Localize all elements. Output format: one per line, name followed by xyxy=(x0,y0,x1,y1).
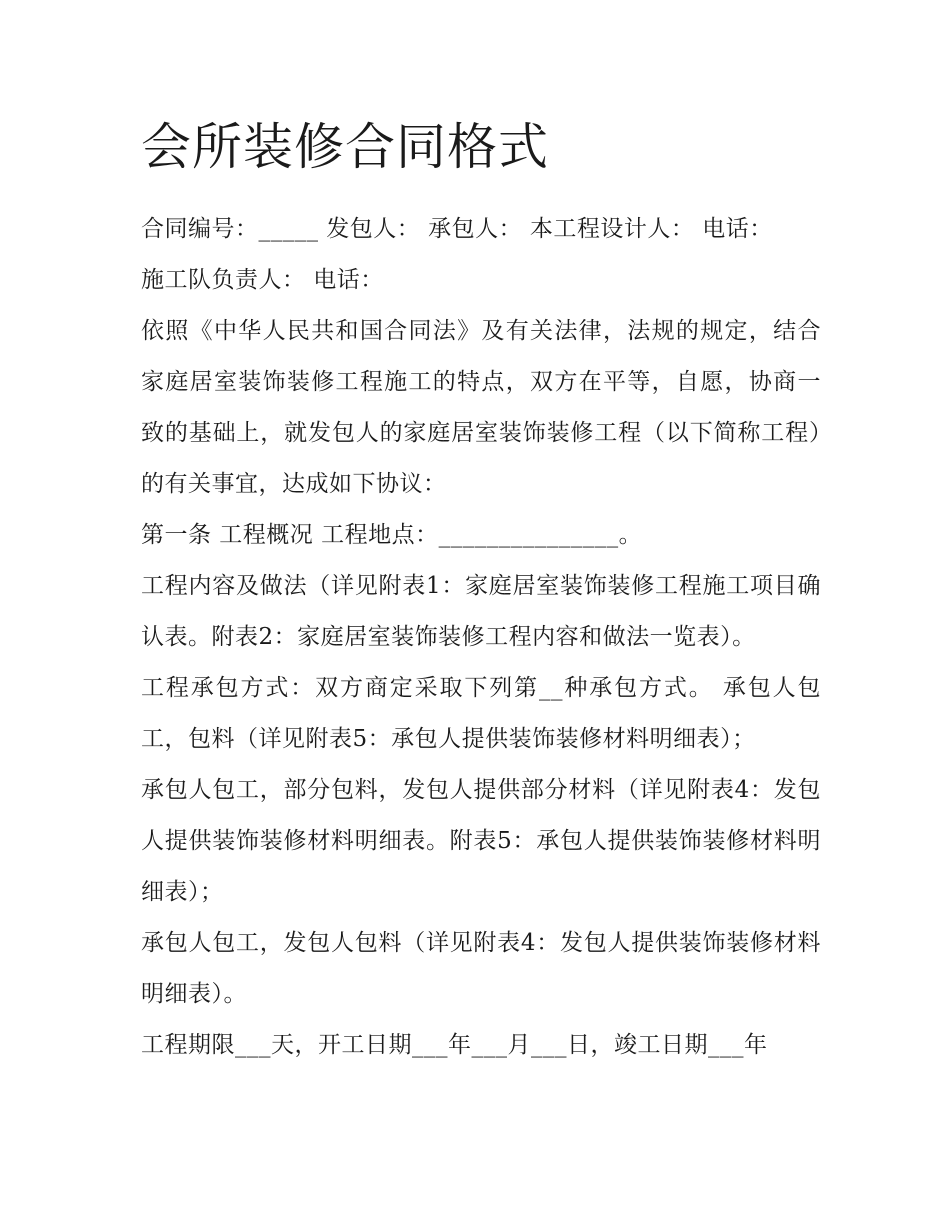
paragraph-article-one: 第一条 工程概况 工程地点：_______________。 xyxy=(141,522,643,548)
paragraph-work-content: 工程内容及做法（详见附表1：家庭居室装饰装修工程施工项目确认表。附表2：家庭居室装饰装修工程内容和做法一览表）。 xyxy=(141,573,821,650)
paragraph-partial-materials: 承包人包工，部分包料，发包人提供部分材料（详见附表4：发包人提供装饰装修材料明细表。附表5：承包人提供装饰装修材料明细表）； xyxy=(141,777,821,905)
paragraph-contract-method: 工程承包方式：双方商定采取下列第__种承包方式。 承包人包工，包料（详见附表5：承包人提供装饰装修材料明细表）； xyxy=(141,675,821,752)
document-page xyxy=(141,112,821,1071)
paragraph-construction-lead: 施工队负责人： 电话： xyxy=(141,267,384,293)
paragraph-schedule: 工程期限___天，开工日期___年___月___日，竣工日期___年 xyxy=(141,1032,768,1058)
paragraph-owner-materials: 承包人包工，发包人包料（详见附表4：发包人提供装饰装修材料明细表）。 xyxy=(141,930,821,1007)
paragraph-contract-header: 合同编号：_____ 发包人： 承包人： 本工程设计人： 电话： xyxy=(141,216,773,242)
paragraph-preamble: 依照《中华人民共和国合同法》及有关法律，法规的规定，结合家庭居室装饰装修工程施工的特点，双方在平等，自愿，协商一致的基础上，就发包人的家庭居室装饰装修工程（以下简称工程）的有关事宜，达成如下协议： xyxy=(141,318,821,497)
document-title: 会所装修合同格式 xyxy=(141,118,549,176)
